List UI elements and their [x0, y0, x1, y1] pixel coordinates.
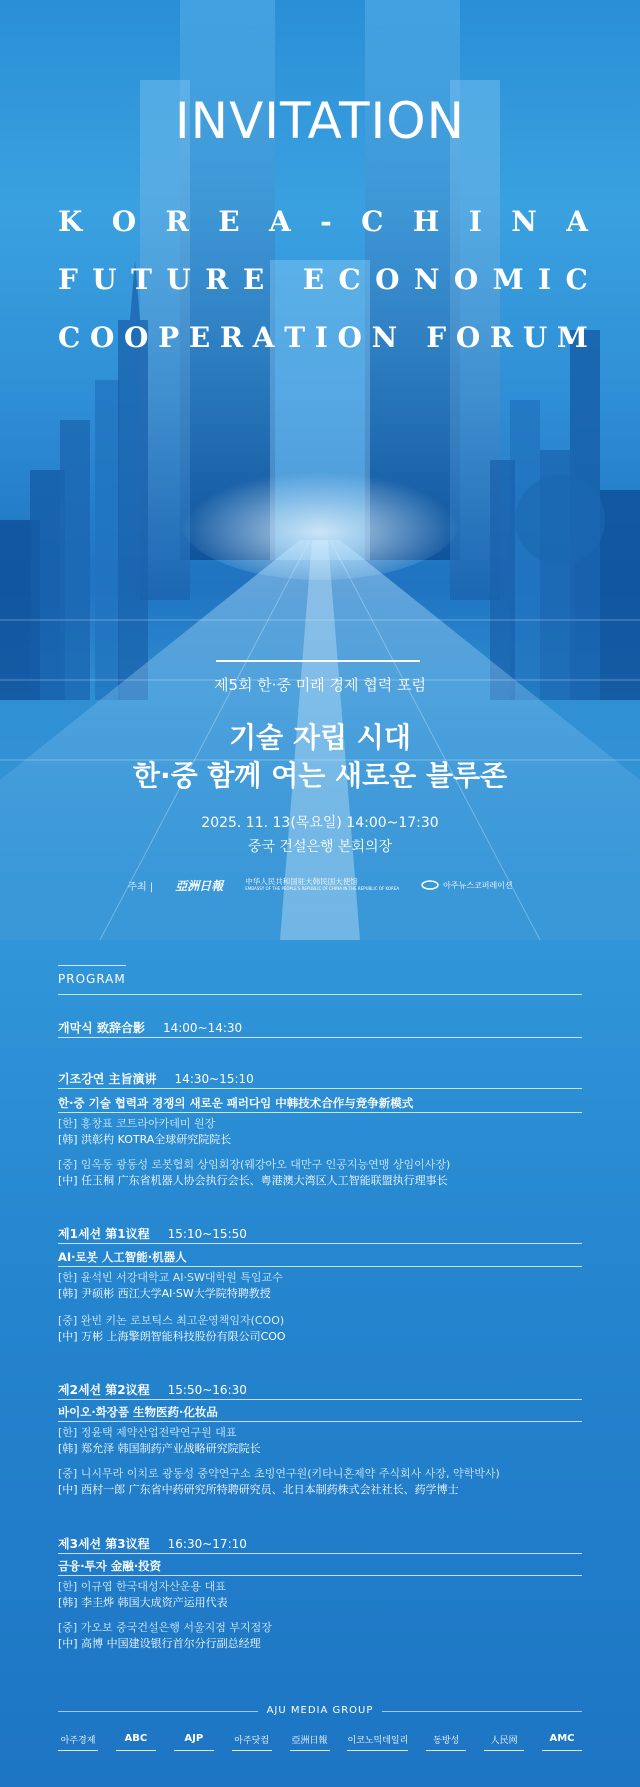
session3-time: 16:30~17:10: [167, 1537, 247, 1551]
session3-speaker-china: [58, 1620, 272, 1652]
session1-topic-rule: [58, 1266, 582, 1267]
forum-letter: O: [337, 321, 362, 354]
forum-letter: N: [413, 263, 440, 296]
session2-topic: 바이오·화장품 生物医药·化妆品: [58, 1405, 218, 1419]
forum-letter: F: [426, 321, 447, 354]
forum-letter: E: [188, 321, 211, 354]
forum-letter: U: [166, 263, 191, 296]
forum-letter: C: [58, 321, 81, 354]
title-divider: [216, 660, 420, 662]
session1-speaker-korea-cn: [韩] 尹硕彬 西江大学AI·SW大学院特聘教授: [58, 1287, 271, 1300]
session3-title: [58, 1535, 247, 1552]
session2-speaker-korea: [58, 1425, 261, 1457]
headline-line-2: 한·중 함께 여는 새로운 블루존: [132, 759, 508, 792]
forum-letter: O: [455, 321, 481, 354]
media-logo-ajp: AJP: [174, 1733, 214, 1751]
session2-rule: [58, 1399, 582, 1400]
headline-line-1: 기술 자립 시대: [229, 721, 411, 754]
host-ajunews-logo: 亞洲日報: [175, 878, 224, 893]
session1-speaker-china-kr: [중] 완빈 키논 로보틱스 최고운영책임자(COO): [58, 1314, 285, 1327]
session1-rule: [58, 1243, 582, 1244]
host-embassy-logo: [245, 878, 399, 891]
forum-letter: M: [492, 263, 524, 296]
forum-letter: T: [131, 263, 152, 296]
opening-title: 개막식 致辞合影: [58, 1021, 145, 1035]
forum-letter: A: [252, 321, 275, 354]
hosts-bar: [0, 874, 640, 896]
forum-letter: P: [158, 321, 180, 354]
forum-letter: -: [320, 205, 332, 238]
forum-letter: O: [111, 205, 137, 238]
keynote-title-text: 기조강연 主旨演讲: [58, 1072, 157, 1086]
forum-name-line-1: [58, 205, 588, 238]
keynote-topic: 한·중 기술 협력과 경쟁의 새로운 패러다임 中韩技术合作与竞争新模式: [58, 1096, 414, 1110]
session2-title: [58, 1381, 247, 1398]
forum-letter: U: [92, 263, 117, 296]
session2-speaker-china: [58, 1466, 500, 1498]
media-group-label: AJU MEDIA GROUP: [266, 1705, 374, 1716]
forum-name-line-2: [58, 263, 588, 296]
forum-name-line-3: [58, 321, 588, 354]
forum-letter: K: [58, 205, 83, 238]
forum-letter: A: [566, 205, 588, 238]
session1-topic: AI·로봇 人工智能·机器人: [58, 1250, 187, 1264]
session1-speaker-korea-kr: [한] 윤석빈 서강대학교 AI·SW대학원 특임교수: [58, 1271, 283, 1284]
hosts-label: 주최 |: [127, 881, 154, 893]
forum-letter: C: [361, 205, 384, 238]
media-logo-aju-economy: 아주경제: [58, 1733, 98, 1751]
media-logo-amc: AMC: [542, 1733, 582, 1751]
opening-time: 14:00~14:30: [162, 1021, 243, 1035]
forum-letter: I: [468, 205, 482, 238]
session1-speaker-korea: [58, 1270, 283, 1302]
session1-time: 15:10~15:50: [167, 1227, 247, 1241]
keynote-speaker-china-kr: [중] 임옥동 광동성 로봇협회 상임회장(웨강아오 대만구 인공지능연맹 상임이사장): [58, 1158, 451, 1171]
event-venue: 중국 건설은행 본회의장: [247, 839, 393, 855]
keynote-title: [58, 1070, 254, 1087]
event-date: 2025. 11. 13(목요일) 14:00~17:30: [201, 815, 439, 831]
program-heading: [58, 965, 126, 986]
forum-letter: H: [412, 205, 440, 238]
session2-speaker-china-kr: [중] 니시무라 이치로 광동성 중약연구소 초빙연구원(키타니혼제약 주식회사 사장, 약학박사): [58, 1467, 500, 1480]
forum-letter: C: [338, 263, 361, 296]
program-heading-bar: [58, 965, 126, 966]
session3-speaker-china-kr: [중] 가오보 중국건설은행 서울지점 부지점장: [58, 1621, 272, 1634]
keynote-speaker-korea-kr: [한] 홍창표 코트라아카데미 원장: [58, 1117, 216, 1130]
host-embassy-name-cn: 中华人民共和国驻大韩民国大使馆: [245, 877, 358, 887]
host-aju-news-corp-logo: [421, 880, 513, 891]
forum-letter: O: [89, 321, 115, 354]
session2-title-text: 제2세션 第2议程: [58, 1383, 150, 1397]
program-heading-text: PROGRAM: [58, 972, 126, 986]
forum-edition: 제5회 한·중 미래 경제 협력 포럼: [213, 676, 427, 694]
forum-letter: M: [556, 321, 588, 354]
program-section: [0, 940, 640, 1787]
forum-letter: R: [489, 321, 514, 354]
media-logo-aju-dotcom: 아주닷컴: [232, 1733, 272, 1751]
forum-letter: O: [375, 263, 400, 296]
media-logo-aju-daily: 亞洲日報: [290, 1733, 330, 1751]
forum-letter: U: [522, 321, 548, 354]
session1-speaker-china-cn: [中] 万彬 上海擎朗智能科技股份有限公司COO: [58, 1330, 286, 1343]
program-rule: [58, 994, 582, 995]
forum-letter: E: [242, 263, 265, 296]
session3-title-text: 제3세션 第3议程: [58, 1537, 150, 1551]
media-logo-economic-daily: 이코노믹데일리: [347, 1733, 408, 1751]
keynote-speaker-china-cn: [中] 任玉桐 广东省机器人协会执行会长、粤港澳大湾区人工智能联盟执行理事长: [58, 1174, 448, 1187]
forum-letter: [279, 263, 289, 296]
invitation-title: INVITATION: [174, 92, 466, 150]
forum-letter: [407, 321, 417, 354]
opening-ceremony-title: [58, 1019, 242, 1036]
forum-letter: O: [453, 263, 479, 296]
forum-letter: I: [314, 321, 328, 354]
session2-topic-rule: [58, 1421, 582, 1422]
keynote-speaker-korea-cn: [韩] 洪彰杓 KOTRA全球研究院院长: [58, 1133, 232, 1146]
session3-topic-rule: [58, 1575, 582, 1576]
session3-speaker-korea-kr: [한] 이규엽 한국대성자산운용 대표: [58, 1580, 226, 1593]
forum-letter: C: [565, 263, 588, 296]
session3-speaker-korea-cn: [韩] 李圭烨 韩国大成资产运用代表: [58, 1596, 228, 1609]
keynote-time: 14:30~15:10: [174, 1072, 254, 1086]
forum-letter: O: [124, 321, 149, 354]
forum-letter: T: [284, 321, 306, 354]
forum-letter: F: [58, 263, 78, 296]
forum-letter: R: [165, 205, 189, 238]
host-aju-news-corp-name: 아주뉴스코퍼레이션: [443, 880, 513, 890]
aju-logo-icon: [421, 880, 439, 890]
host-embassy-name-en: EMBASSY OF THE PEOPLE'S REPUBLIC OF CHINA IN THE REPUBLIC OF KOREA: [245, 886, 400, 892]
keynote-speaker-korea: [58, 1116, 231, 1148]
session1-title-text: 제1세션 第1议程: [58, 1227, 150, 1241]
forum-letter: N: [511, 205, 537, 238]
forum-letter: E: [218, 205, 240, 238]
keynote-topic-rule: [58, 1112, 582, 1113]
opening-rule: [58, 1037, 582, 1038]
media-logo-peoples-daily: 人民网: [484, 1733, 524, 1751]
session1-title: [58, 1225, 247, 1242]
session3-rule: [58, 1553, 582, 1554]
session2-speaker-korea-cn: [韩] 郑允泽 韩国制药产业战略研究院院长: [58, 1442, 261, 1455]
keynote-rule: [58, 1088, 582, 1089]
forum-letter: N: [371, 321, 398, 354]
forum-letter: R: [205, 263, 229, 296]
forum-letter: A: [268, 205, 291, 238]
session2-speaker-korea-kr: [한] 정윤택 제약산업전략연구원 대표: [58, 1426, 237, 1439]
session3-speaker-china-cn: [中] 高博 中国建设银行首尔分行副总经理: [58, 1637, 261, 1650]
forum-letter: E: [302, 263, 325, 296]
session3-speaker-korea: [58, 1579, 228, 1611]
forum-letter: I: [538, 263, 552, 296]
forum-letter: R: [219, 321, 244, 354]
session2-time: 15:50~16:30: [167, 1383, 247, 1397]
media-logo-dongbangseong: 동방성: [426, 1733, 466, 1751]
session1-speaker-china: [58, 1313, 286, 1345]
session3-topic: 금융·투자 金融·投资: [58, 1559, 162, 1573]
media-logo-abc: ABC: [116, 1733, 156, 1751]
media-logos: [58, 1733, 582, 1751]
session2-speaker-china-cn: [中] 西村一郎 广东省中药研究所特聘研究员、北日本制药株式会社社长、药学博士: [58, 1483, 459, 1496]
keynote-speaker-china: [58, 1157, 450, 1189]
